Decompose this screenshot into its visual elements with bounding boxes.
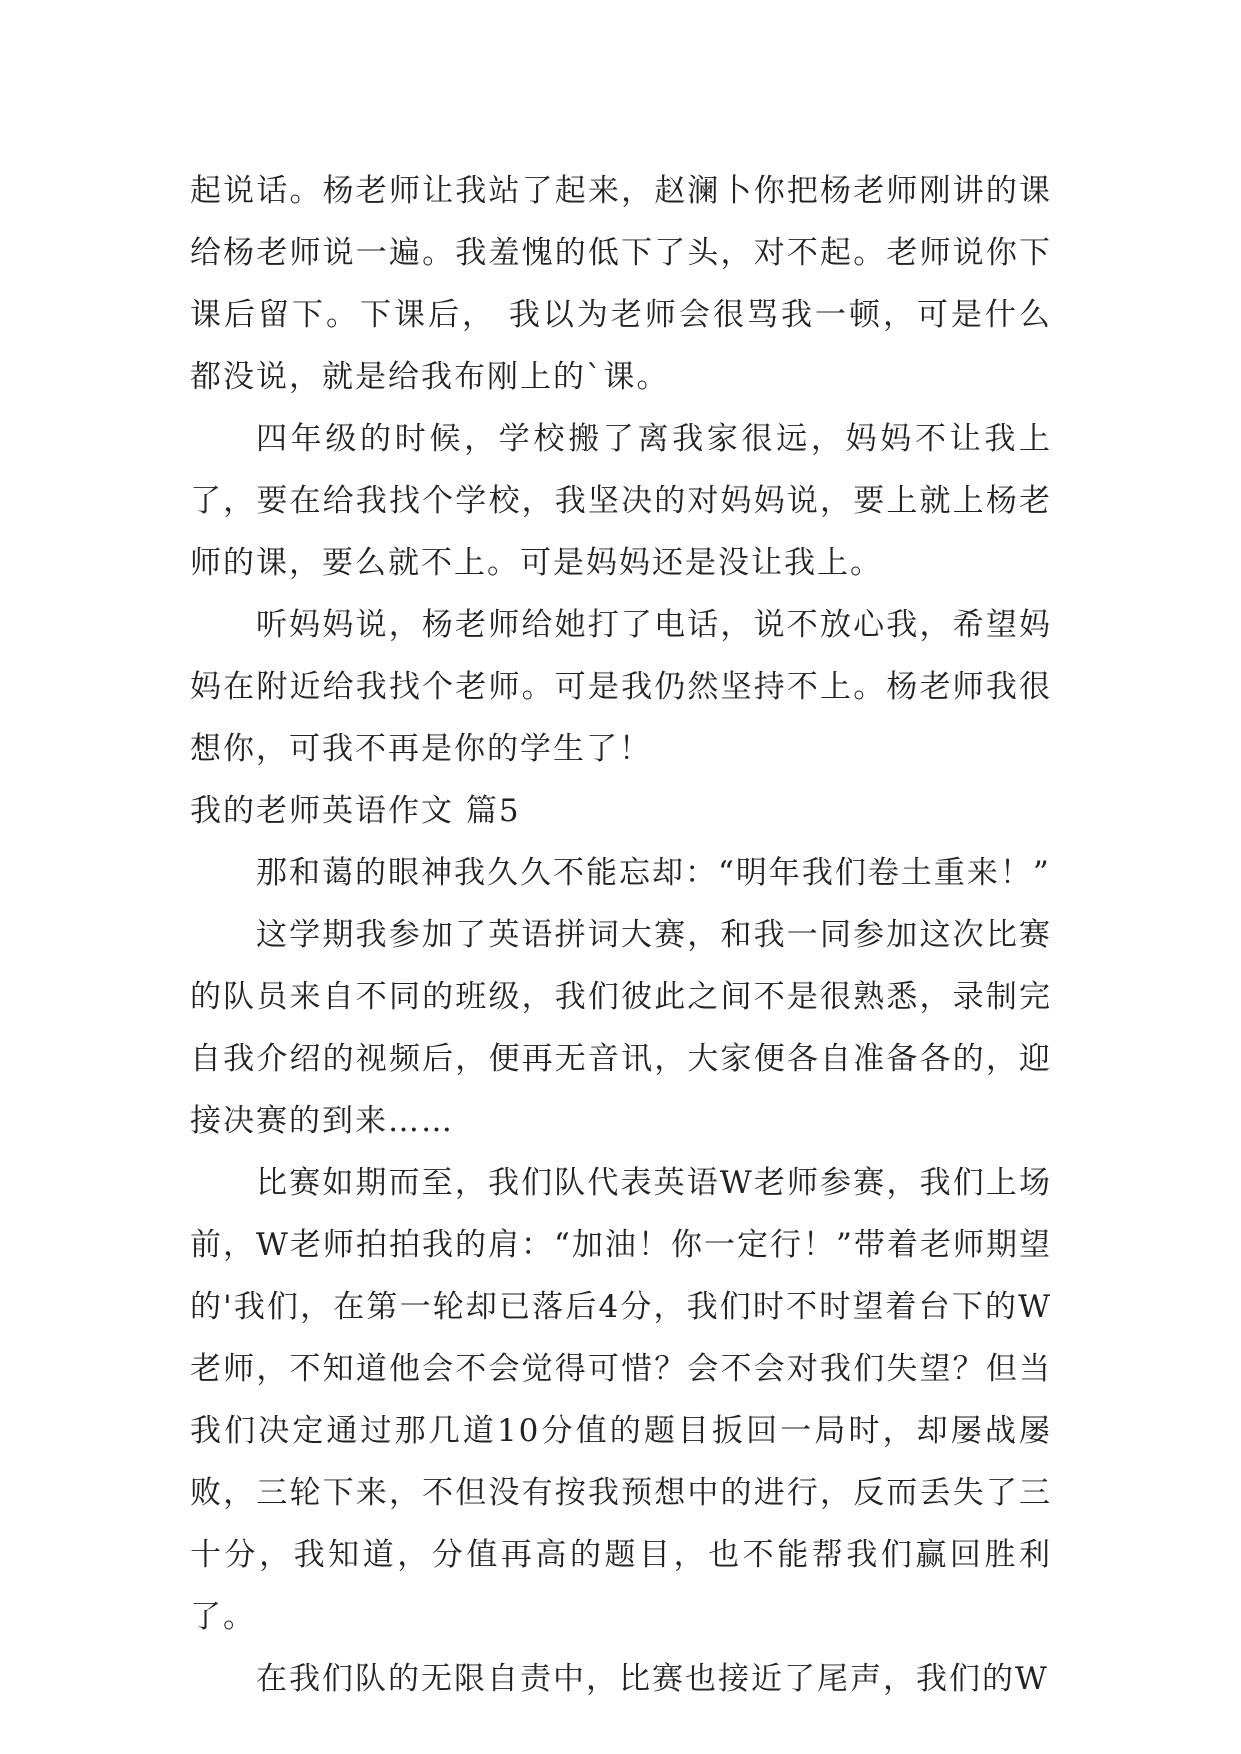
paragraph: 起说话。杨老师让我站了起来，赵澜卜你把杨老师刚讲的课给杨老师说一遍。我羞愧的低下了头，对不起。老师说你下课后留下。下课后， 我以为老师会很骂我一顿，可是什么都没说，就是给我布刚上的`课。 [190,173,1052,395]
paragraph: 在我们队的无限自责中，比赛也接近了尾声，我们的W [256,1661,1049,1697]
paragraph: 四年级的时候，学校搬了离我家很远，妈妈不让我上了，要在给我找个学校，我坚决的对妈妈说，要上就上杨老师的课，要么就不上。可是妈妈还是没让我上。 [190,421,1052,581]
section-heading: 我的老师英语作文 篇5 [190,793,521,829]
document-body [190,160,1052,1710]
paragraph: 听妈妈说，杨老师给她打了电话，说不放心我，希望妈妈在附近给我找个老师。可是我仍然坚持不上。杨老师我很想你，可我不再是你的学生了！ [190,607,1052,767]
paragraph: 那和蔼的眼神我久久不能忘却：“明年我们卷土重来！” [256,855,1051,891]
paragraph: 这学期我参加了英语拼词大赛，和我一同参加这次比赛的队员来自不同的班级，我们彼此之间不是很熟悉，录制完自我介绍的视频后，便再无音讯，大家便各自准备各的，迎接决赛的到来…… [190,917,1052,1139]
paragraph: 比赛如期而至，我们队代表英语W老师参赛，我们上场前，W老师拍拍我的肩：“加油！你一定行！”带着老师期望的'我们，在第一轮却已落后4分，我们时不时望着台下的W老师，不知道他会不会觉得可惜？会不会对我们失望？但当我们决定通过那几道10分值的题目扳回一局时，却屡战屡败，三轮下来，不但没有按我预想中的进行，反而丢失了三十分，我知道，分值再高的题目，也不能帮我们赢回胜利了。 [190,1165,1052,1635]
